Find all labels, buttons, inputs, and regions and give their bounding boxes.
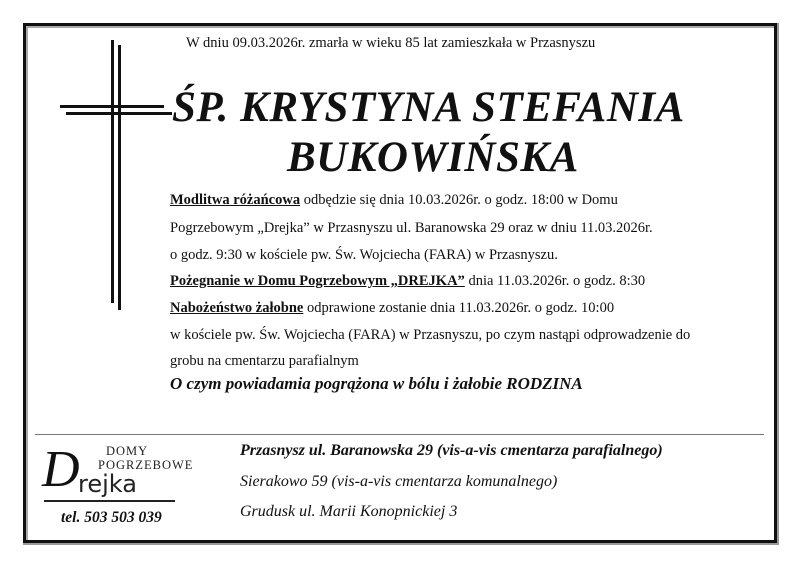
service-line: Nabożeństwo żałobne odprawione zostanie dnia 11.03.2026r. o godz. 10:00 [170, 300, 615, 316]
farewell-heading: Pożegnanie w Domu Pogrzebowym „DREJKA” [170, 273, 465, 289]
service-heading: Nabożeństwo żałobne [170, 300, 304, 316]
farewell-line: Pożegnanie w Domu Pogrzebowym „DREJKA” dnia 11.03.2026r. o godz. 8:30 [170, 273, 646, 289]
body-line-2: Pogrzebowym „Drejka” w Przasnyszu ul. Baranowska 29 oraz w dniu 11.03.2026r. [170, 220, 653, 236]
address-przasnysz: Przasnysz ul. Baranowska 29 (vis-a-vis cmentarza parafialnego) [240, 442, 663, 459]
deceased-name-line1: ŚP. KRYSTYNA STEFANIA [172, 84, 685, 131]
address-grudusk: Grudusk ul. Marii Konopnickiej 3 [240, 503, 458, 520]
rosary-heading: Modlitwa różańcowa [170, 192, 301, 208]
funeral-home-logo [42, 440, 194, 530]
logo-rejka: rejka [78, 470, 137, 498]
logo-pogrzebowe: POGRZEBOWE [98, 458, 194, 472]
intro-line: W dniu 09.03.2026r. zmarła w wieku 85 lat zamieszkała w Przasnyszu [186, 35, 596, 51]
body-line-6: w kościele pw. Św. Wojciecha (FARA) w Przasnyszu, po czym nastąpi odprowadzenie do [170, 327, 691, 343]
body-line-3: o godz. 9:30 w kościele pw. Św. Wojciecha (FARA) w Przasnyszu. [170, 247, 558, 263]
closing-line: O czym powiadamia pogrążona w bólu i żałobie RODZINA [170, 374, 583, 393]
deceased-name-line2: BUKOWIŃSKA [287, 134, 579, 181]
body-line-7: grobu na cmentarzu parafialnym [170, 353, 359, 369]
footer-divider [35, 434, 764, 435]
rosary-line: Modlitwa różańcowa odbędzie się dnia 10.03.2026r. o godz. 18:00 w Domu [170, 192, 618, 208]
logo-domy: DOMY [106, 444, 149, 458]
address-sierakowo: Sierakowo 59 (vis-a-vis cmentarza komunalnego) [240, 473, 558, 490]
phone-number: tel. 503 503 039 [61, 509, 162, 526]
logo-d-letter: D [42, 441, 80, 498]
logo-underline [44, 500, 175, 502]
